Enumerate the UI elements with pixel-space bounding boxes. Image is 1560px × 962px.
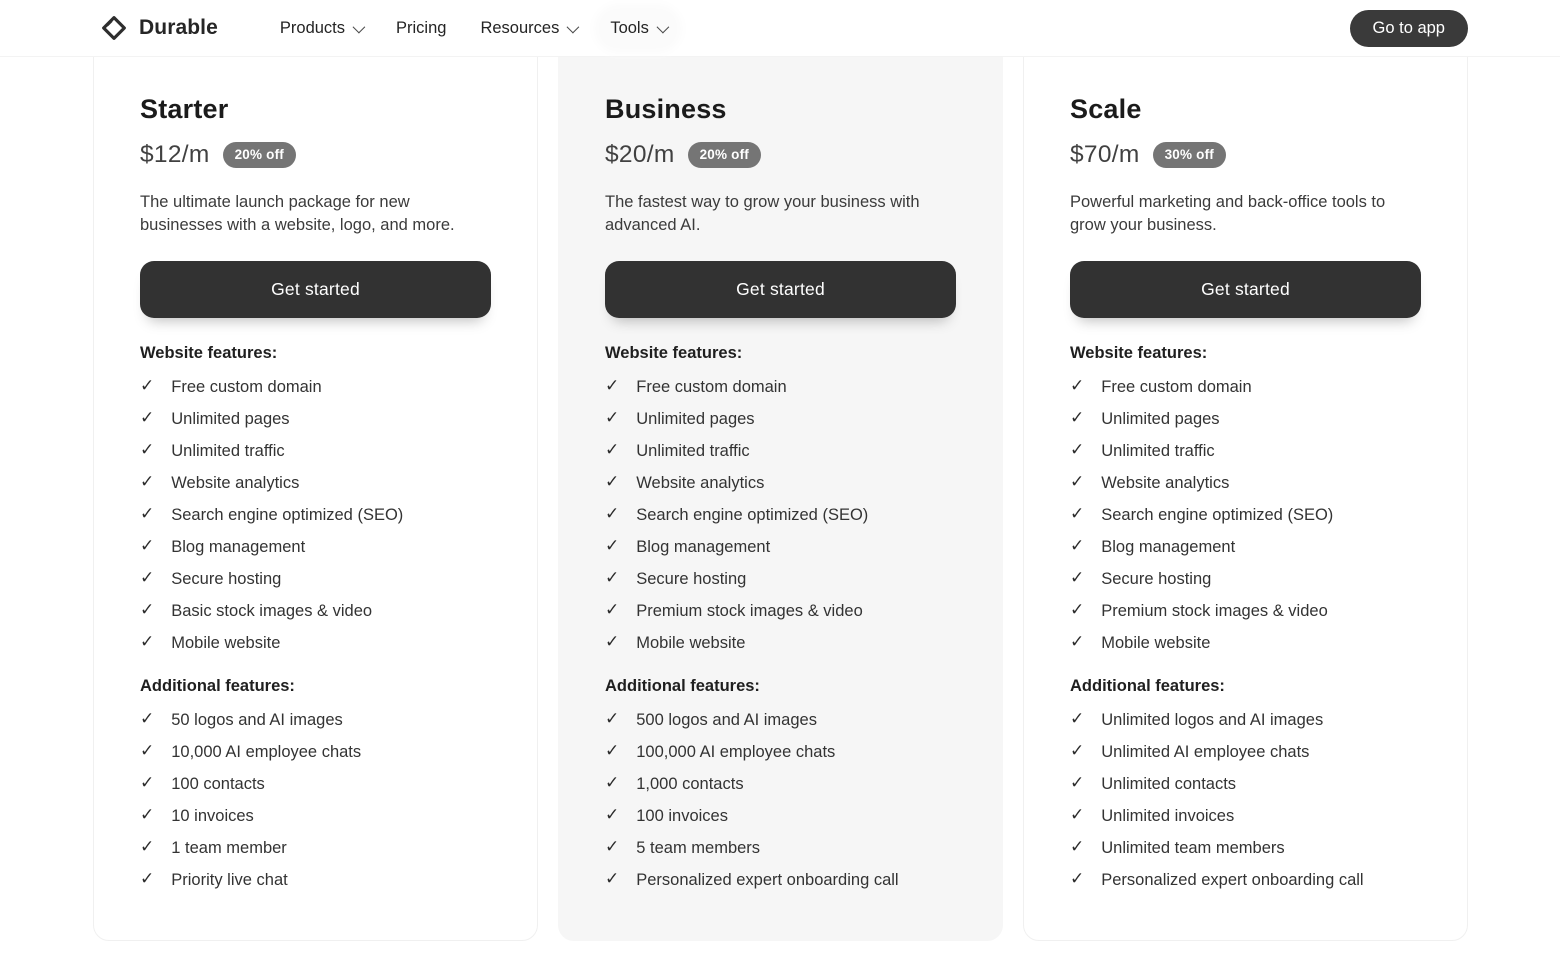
feature-item	[1070, 800, 1421, 832]
plan-price: $70/m	[1070, 141, 1140, 168]
check-icon: ✓	[140, 869, 155, 888]
website-features-list	[605, 371, 956, 659]
feature-label: Basic stock images & video	[171, 601, 373, 620]
feature-item	[140, 704, 491, 736]
check-icon: ✓	[605, 536, 620, 555]
nav-item-label: Pricing	[396, 18, 447, 37]
feature-label: Secure hosting	[636, 569, 747, 588]
check-icon: ✓	[1070, 536, 1085, 555]
website-features-heading: Website features:	[1070, 344, 1208, 362]
check-icon: ✓	[1070, 408, 1085, 427]
feature-label: Free custom domain	[171, 377, 322, 396]
feature-label: Website analytics	[636, 473, 765, 492]
feature-item	[140, 864, 491, 896]
feature-item	[1070, 832, 1421, 864]
feature-item	[605, 371, 956, 403]
additional-features-heading: Additional features:	[1070, 677, 1225, 695]
check-icon: ✓	[605, 773, 620, 792]
feature-label: Unlimited AI employee chats	[1101, 742, 1310, 761]
feature-label: Website analytics	[171, 473, 300, 492]
additional-features-heading: Additional features:	[605, 677, 760, 695]
feature-item	[605, 403, 956, 435]
plan-card-scale	[1023, 37, 1468, 941]
check-icon: ✓	[605, 709, 620, 728]
additional-features-list	[140, 704, 491, 896]
feature-label: Premium stock images & video	[636, 601, 863, 620]
feature-item	[140, 499, 491, 531]
nav-item-resources[interactable]	[470, 10, 586, 47]
feature-label: Free custom domain	[1101, 377, 1252, 396]
discount-badge: 20% off	[688, 142, 761, 168]
additional-features-list	[1070, 704, 1421, 896]
check-icon: ✓	[140, 568, 155, 587]
plan-price: $12/m	[140, 141, 210, 168]
feature-item	[1070, 371, 1421, 403]
check-icon: ✓	[1070, 709, 1085, 728]
feature-item	[140, 435, 491, 467]
plan-title: Business	[605, 94, 727, 124]
feature-label: Unlimited logos and AI images	[1101, 710, 1324, 729]
plan-card-starter	[93, 37, 538, 941]
nav-item-label: Products	[279, 18, 346, 37]
nav-item-products[interactable]	[270, 10, 372, 47]
check-icon: ✓	[140, 504, 155, 523]
feature-item	[140, 768, 491, 800]
website-features-heading: Website features:	[140, 344, 278, 362]
check-icon: ✓	[1070, 773, 1085, 792]
check-icon: ✓	[605, 837, 620, 856]
feature-label: Unlimited contacts	[1101, 774, 1237, 793]
feature-item	[605, 736, 956, 768]
check-icon: ✓	[140, 805, 155, 824]
feature-label: Unlimited pages	[636, 409, 755, 428]
check-icon: ✓	[140, 632, 155, 651]
feature-item	[1070, 627, 1421, 659]
plan-price: $20/m	[605, 141, 675, 168]
check-icon: ✓	[140, 472, 155, 491]
feature-item	[140, 467, 491, 499]
plan-title: Scale	[1070, 94, 1142, 124]
feature-item	[1070, 563, 1421, 595]
website-features-list	[1070, 371, 1421, 659]
feature-label: Unlimited invoices	[1101, 806, 1235, 825]
feature-label: Unlimited team members	[1101, 838, 1285, 857]
discount-badge: 20% off	[223, 142, 296, 168]
feature-label: 10,000 AI employee chats	[171, 742, 362, 761]
feature-item	[605, 499, 956, 531]
price-row	[140, 141, 491, 169]
feature-label: 5 team members	[636, 838, 761, 857]
feature-item	[140, 736, 491, 768]
check-icon: ✓	[1070, 632, 1085, 651]
feature-label: Unlimited pages	[171, 409, 290, 428]
feature-item	[1070, 403, 1421, 435]
pricing-cards	[93, 37, 1468, 941]
feature-label: Secure hosting	[1101, 569, 1212, 588]
feature-label: Unlimited traffic	[171, 441, 285, 460]
feature-label: 50 logos and AI images	[171, 710, 343, 729]
feature-item	[1070, 467, 1421, 499]
check-icon: ✓	[605, 632, 620, 651]
get-started-button[interactable]: Get started	[605, 261, 956, 318]
feature-item	[1070, 704, 1421, 736]
plan-card-business	[558, 37, 1003, 941]
feature-label: Personalized expert onboarding call	[636, 870, 899, 889]
feature-item	[1070, 864, 1421, 896]
chevron-down-icon	[353, 20, 366, 33]
feature-item	[140, 403, 491, 435]
nav-item-pricing[interactable]	[386, 10, 456, 47]
nav-item-tools[interactable]	[600, 10, 676, 47]
check-icon: ✓	[605, 568, 620, 587]
feature-label: 10 invoices	[171, 806, 254, 825]
plan-title: Starter	[140, 94, 229, 124]
feature-item	[140, 371, 491, 403]
website-features-list	[140, 371, 491, 659]
feature-item	[605, 800, 956, 832]
get-started-button[interactable]: Get started	[1070, 261, 1421, 318]
brand-name: Durable	[139, 16, 218, 39]
price-row	[605, 141, 956, 169]
feature-label: Mobile website	[171, 633, 281, 652]
go-to-app-button[interactable]: Go to app	[1350, 10, 1468, 47]
check-icon: ✓	[605, 741, 620, 760]
feature-label: Premium stock images & video	[1101, 601, 1328, 620]
feature-item	[1070, 595, 1421, 627]
check-icon: ✓	[605, 472, 620, 491]
plan-description: Powerful marketing and back-office tools to grow your business.	[1070, 193, 1386, 234]
feature-label: Unlimited traffic	[636, 441, 750, 460]
feature-item	[140, 531, 491, 563]
price-row	[1070, 141, 1421, 169]
check-icon: ✓	[140, 741, 155, 760]
feature-label: Search engine optimized (SEO)	[636, 505, 869, 524]
check-icon: ✓	[605, 600, 620, 619]
check-icon: ✓	[1070, 440, 1085, 459]
feature-label: Mobile website	[1101, 633, 1211, 652]
check-icon: ✓	[1070, 376, 1085, 395]
feature-label: Unlimited traffic	[1101, 441, 1215, 460]
check-icon: ✓	[605, 869, 620, 888]
additional-features-heading: Additional features:	[140, 677, 295, 695]
plan-description: The fastest way to grow your business with advanced AI.	[605, 193, 920, 234]
check-icon: ✓	[1070, 741, 1085, 760]
check-icon: ✓	[1070, 472, 1085, 491]
check-icon: ✓	[140, 536, 155, 555]
check-icon: ✓	[605, 504, 620, 523]
feature-label: 100 invoices	[636, 806, 728, 825]
get-started-button[interactable]: Get started	[140, 261, 491, 318]
feature-item	[1070, 531, 1421, 563]
feature-item	[1070, 435, 1421, 467]
website-features-heading: Website features:	[605, 344, 743, 362]
check-icon: ✓	[605, 376, 620, 395]
feature-label: Search engine optimized (SEO)	[171, 505, 404, 524]
chevron-down-icon	[567, 20, 580, 33]
check-icon: ✓	[1070, 568, 1085, 587]
feature-label: 100 contacts	[171, 774, 265, 793]
feature-item	[1070, 736, 1421, 768]
feature-label: 500 logos and AI images	[636, 710, 817, 729]
feature-label: Website analytics	[1101, 473, 1230, 492]
feature-item	[140, 627, 491, 659]
feature-label: Priority live chat	[171, 870, 288, 889]
check-icon: ✓	[1070, 837, 1085, 856]
feature-label: Blog management	[636, 537, 771, 556]
feature-label: Unlimited pages	[1101, 409, 1220, 428]
check-icon: ✓	[1070, 600, 1085, 619]
check-icon: ✓	[605, 408, 620, 427]
feature-item	[605, 595, 956, 627]
check-icon: ✓	[140, 837, 155, 856]
feature-item	[1070, 499, 1421, 531]
check-icon: ✓	[140, 408, 155, 427]
feature-item	[605, 627, 956, 659]
feature-label: Search engine optimized (SEO)	[1101, 505, 1334, 524]
check-icon: ✓	[1070, 869, 1085, 888]
brand[interactable]	[100, 14, 218, 42]
check-icon: ✓	[605, 805, 620, 824]
check-icon: ✓	[605, 440, 620, 459]
feature-item	[605, 832, 956, 864]
feature-item	[605, 864, 956, 896]
feature-item	[140, 800, 491, 832]
feature-item	[605, 563, 956, 595]
plan-description: The ultimate launch package for new businesses with a website, logo, and more.	[140, 193, 455, 234]
durable-gem-icon	[100, 14, 128, 42]
feature-label: 100,000 AI employee chats	[636, 742, 836, 761]
check-icon: ✓	[140, 773, 155, 792]
top-nav	[0, 0, 1560, 57]
check-icon: ✓	[140, 600, 155, 619]
discount-badge: 30% off	[1153, 142, 1226, 168]
check-icon: ✓	[1070, 805, 1085, 824]
nav-menu	[270, 10, 676, 47]
feature-label: 1 team member	[171, 838, 287, 857]
check-icon: ✓	[140, 440, 155, 459]
feature-item	[605, 467, 956, 499]
feature-item	[605, 704, 956, 736]
feature-item	[140, 595, 491, 627]
nav-item-label: Tools	[610, 18, 649, 37]
feature-item	[605, 768, 956, 800]
additional-features-list	[605, 704, 956, 896]
feature-item	[605, 531, 956, 563]
feature-label: Personalized expert onboarding call	[1101, 870, 1364, 889]
feature-label: Blog management	[1101, 537, 1236, 556]
feature-label: Mobile website	[636, 633, 746, 652]
feature-item	[140, 563, 491, 595]
nav-item-label: Resources	[480, 18, 560, 37]
feature-label: Secure hosting	[171, 569, 282, 588]
feature-label: Free custom domain	[636, 377, 787, 396]
feature-label: Blog management	[171, 537, 306, 556]
feature-item	[140, 832, 491, 864]
feature-label: 1,000 contacts	[636, 774, 744, 793]
check-icon: ✓	[1070, 504, 1085, 523]
check-icon: ✓	[140, 376, 155, 395]
chevron-down-icon	[656, 20, 669, 33]
feature-item	[1070, 768, 1421, 800]
check-icon: ✓	[140, 709, 155, 728]
feature-item	[605, 435, 956, 467]
